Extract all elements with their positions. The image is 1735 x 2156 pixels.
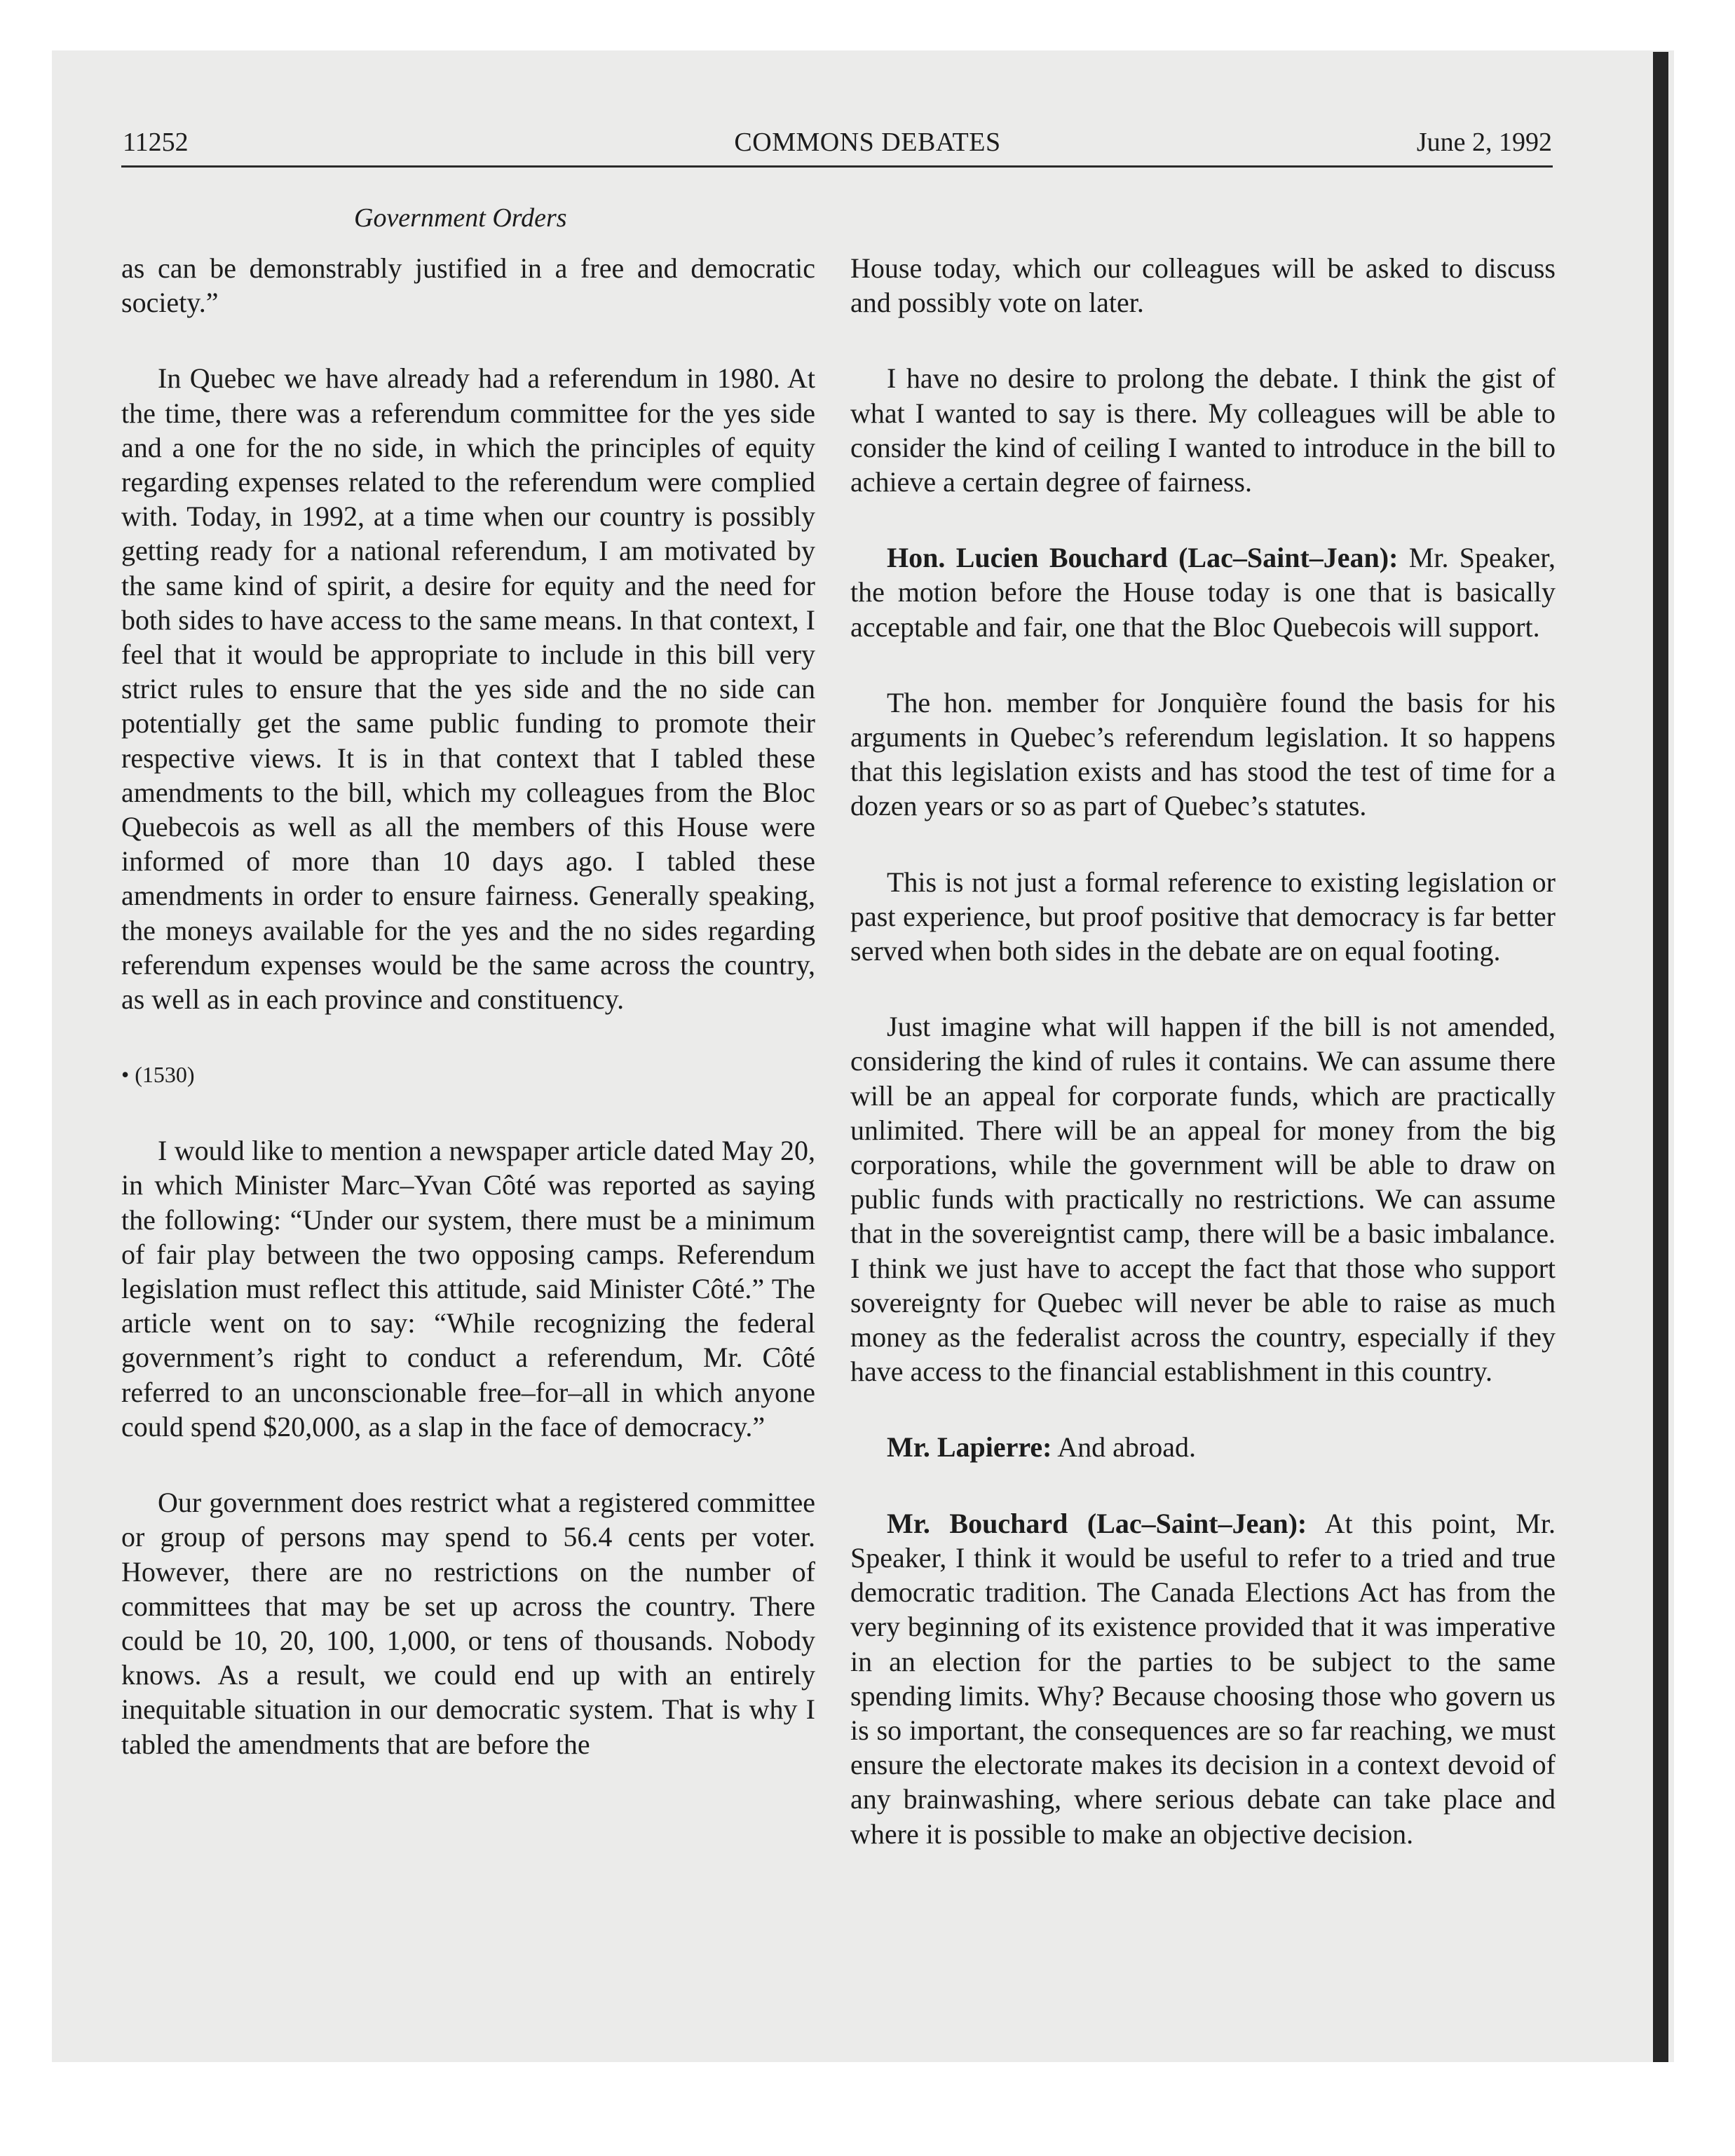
right-column	[850, 251, 1556, 1851]
left-column	[121, 251, 815, 1761]
speech-paragraph	[850, 1506, 1556, 1851]
speech-paragraph	[850, 1430, 1556, 1464]
page-number: 11252	[123, 128, 189, 157]
header-rule	[121, 165, 1553, 168]
paragraph: I have no desire to prolong the debate. I think the gist of what I wanted to say is there. My colleagues will be able to consider the kind of ceiling I wanted to introduce in the bill to achieve a certain degree of fairness.	[850, 362, 1556, 498]
time-marker: • (1530)	[121, 1062, 195, 1088]
paragraph: as can be demonstrably justified in a free and democratic society.”	[121, 252, 815, 319]
speaker-name: Hon. Lucien Bouchard (Lac–Saint–Jean):	[887, 542, 1399, 574]
speech-text: At this point, Mr. Speaker, I think it would be useful to refer to a tried and true democratic tradition. The Canada Elections Act has from the very beginning of its existence provided that it was imperative in an election for the parties to be subject to the same spending limits. Why? Because choosing those who govern us is so important, the consequences are so far reaching, we must ensure the electorate makes its decision in a context devoid of any brainwashing, where serious debate can take place and where it is possible to make an objective decision.	[850, 1507, 1556, 1850]
publication-date: June 2, 1992	[1416, 128, 1552, 157]
paragraph: This is not just a formal reference to existing legislation or past experience, but proof positive that democracy is far better served when both sides in the debate are on equal footing.	[850, 866, 1556, 967]
paragraph: I would like to mention a newspaper article dated May 20, in which Minister Marc–Yvan Côté was reported as saying the following: “Under our system, there must be a minimum of fair play between the two opposing camps. Referendum legislation must reflect this attitude, said Minister Côté.” The article went on to say: “While recognizing the federal government’s right to conduct a referendum, Mr. Côté referred to an unconscionable free–for–all in which anyone could spend $20,000, as a slap in the face of democracy.”	[121, 1135, 815, 1442]
paragraph: The hon. member for Jonquière found the basis for his arguments in Quebec’s referendum legislation. It so happens that this legislation exists and has stood the test of time for a dozen years or so as part of Quebec’s statutes.	[850, 686, 1556, 822]
paragraph: Just imagine what will happen if the bill is not amended, considering the kind of rules it contains. We can assume there will be an appeal for corporate funds, which are practically unlimited. There will be an appeal for money from the big corporations, while the government will be able to draw on public funds with practically no restrictions. We can assume that in the sovereigntist camp, there will be a basic imbalance. I think we just have to accept the fact that those who support sovereignty for Quebec will never be able to raise as much money as the federalist across the country, especially if they have access to the financial establishment in this country.	[850, 1011, 1556, 1388]
speech-text: And abroad.	[1052, 1431, 1197, 1464]
section-title: Government Orders	[354, 203, 567, 233]
paragraph: House today, which our colleagues will be asked to discuss and possibly vote on later.	[850, 252, 1556, 319]
speaker-name: Mr. Lapierre:	[887, 1431, 1052, 1464]
speech-text: Mr. Speaker, the motion before the House today is one that is basically acceptable and fair, one that the Bloc Quebecois will support.	[850, 542, 1556, 643]
paragraph: Our government does restrict what a registered committee or group of persons may spend to 56.4 cents per voter. However, there are no restrictions on the number of committees that may be set up across the country. There could be 10, 20, 100, 1,000, or tens of thousands. Nobody knows. As a result, we could end up with an entirely inequitable situation in our democratic system. That is why I tabled the amendments that are before the	[121, 1487, 815, 1760]
publication-title: COMMONS DEBATES	[734, 128, 1001, 157]
speech-paragraph	[850, 540, 1556, 644]
speaker-name: Mr. Bouchard (Lac–Saint–Jean):	[887, 1507, 1307, 1539]
paragraph: In Quebec we have already had a referendum in 1980. At the time, there was a referendum committee for the yes side and a one for the no side, in which the principles of equity regarding expenses related to the referendum were complied with. Today, in 1992, at a time when our country is possibly getting ready for a national referendum, I am motivated by the same kind of spirit, a desire for equity and the need for both sides to have access to the same means. In that context, I feel that it would be appropriate to include in this bill very strict rules to ensure that the yes side and the no side can potentially get the same public funding to promote their respective views. It is in that context that I tabled these amendments to the bill, which my colleagues from the Bloc Quebecois as well as all the members of this House were informed of more than 10 days ago. I tabled these amendments in order to ensure fairness. Generally speaking, the moneys available for the yes and the no sides regarding referendum expenses would be the same across the country, as well as in each province and constituency.	[121, 362, 815, 1016]
